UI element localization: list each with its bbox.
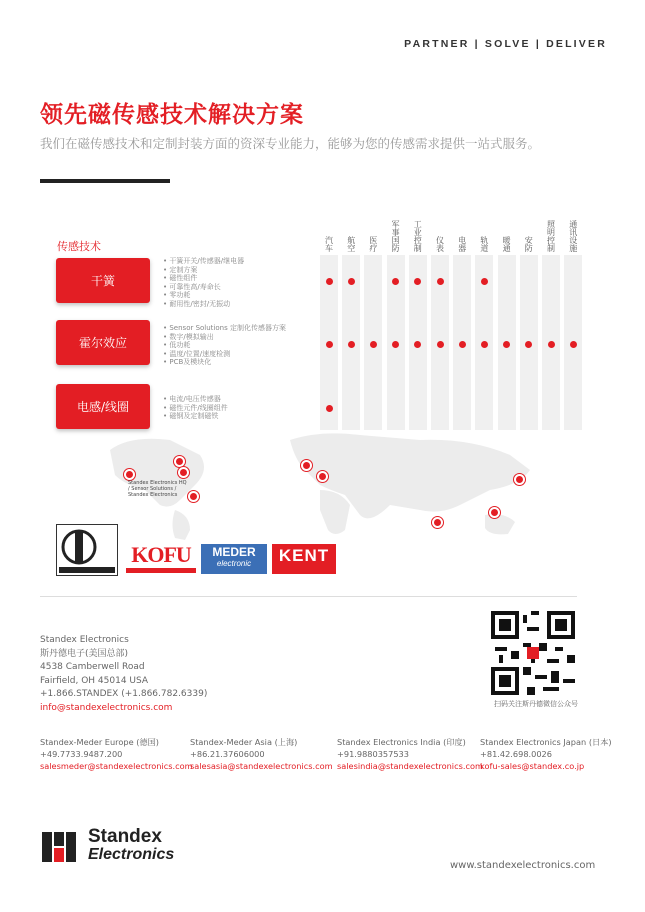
sensor-solutions-logo <box>56 524 118 576</box>
matrix-column-header: 电器 <box>457 236 467 252</box>
matrix-dot <box>437 278 444 285</box>
matrix-dot <box>481 278 488 285</box>
list-item: • 可靠性高/寿命长 <box>163 283 244 292</box>
matrix-dot <box>548 341 555 348</box>
page-title: 领先磁传感技术解决方案 <box>40 102 304 128</box>
matrix-dot <box>481 341 488 348</box>
hq-contact <box>40 634 207 715</box>
list-item: • 温度/位置/速度检测 <box>163 350 286 359</box>
matrix-dot <box>326 341 333 348</box>
tech-reed: 干簧 <box>56 258 150 303</box>
hq-line: Fairfield, OH 45014 USA <box>40 675 149 686</box>
list-item: • 电流/电压传感器 <box>163 395 228 404</box>
list-item: • 低功耗 <box>163 341 286 350</box>
location-pin <box>301 460 312 471</box>
location-pin <box>432 517 443 528</box>
hq-line: 斯丹德电子(美国总部) <box>40 648 129 659</box>
office-name: Standex-Meder Asia (上海) <box>190 737 298 747</box>
section-divider <box>40 596 577 597</box>
hq-line: +1.866.STANDEX (+1.866.782.6339) <box>40 689 208 699</box>
location-pin <box>317 471 328 482</box>
tech-reed-bullets <box>163 257 244 309</box>
office-india <box>337 737 483 772</box>
matrix-dot <box>503 341 510 348</box>
tech-inductive: 电感/线圈 <box>56 384 150 429</box>
matrix-column-header: 轨道 <box>479 236 489 252</box>
hq-email-link[interactable]: info@standexelectronics.com <box>40 702 173 713</box>
list-item: • 磁钢及定制磁铁 <box>163 412 228 421</box>
meder-logo <box>201 544 267 574</box>
tech-hall-bullets <box>163 324 286 367</box>
list-item: • PCB及模块化 <box>163 358 286 367</box>
tech-inductive-bullets <box>163 395 228 421</box>
matrix-section-label: 传感技术 <box>57 240 101 253</box>
kent-wordmark: KENT <box>278 546 330 565</box>
standex-mark-icon <box>40 826 80 866</box>
meder-subword: electronic <box>216 559 252 568</box>
office-name: Standex Electronics Japan (日本) <box>480 737 612 747</box>
matrix-column-header: 照明控制 <box>546 220 556 252</box>
matrix-dot <box>414 341 421 348</box>
location-pin <box>178 467 189 478</box>
matrix-dot <box>348 278 355 285</box>
matrix-dot <box>414 278 421 285</box>
office-phone: +49.7733.9487.200 <box>40 748 123 759</box>
office-phone: +81.42.698.0026 <box>480 748 552 759</box>
location-pin <box>514 474 525 485</box>
map-note: Standex Electronics HQ / Sensor Solutions / Standex Electronics <box>128 480 187 498</box>
matrix-dot <box>348 341 355 348</box>
kofu-wordmark: KOFU <box>131 542 191 567</box>
website-link[interactable]: www.standexelectronics.com <box>450 860 596 871</box>
office-email-link[interactable]: salesasia@standexelectronics.com <box>190 760 333 771</box>
brand-line2: Electronics <box>88 846 175 863</box>
hq-line: 4538 Camberwell Road <box>40 662 145 672</box>
matrix-column-header: 军事国防 <box>391 220 401 252</box>
standex-logo <box>40 826 174 866</box>
tech-hall: 霍尔效应 <box>56 320 150 365</box>
list-item: • Sensor Solutions 定制化传感器方案 <box>163 324 286 333</box>
matrix-column-header: 汽车 <box>324 236 334 252</box>
list-item: • 干簧开关/传感器/继电器 <box>163 257 244 266</box>
matrix-dot <box>525 341 532 348</box>
matrix-dot <box>570 341 577 348</box>
matrix-dot <box>392 278 399 285</box>
matrix-column-header: 安防 <box>524 236 534 252</box>
title-rule <box>40 179 170 183</box>
location-pin <box>174 456 185 467</box>
matrix-column-header: 航空 <box>346 236 356 252</box>
matrix-column-header: 医疗 <box>368 236 378 252</box>
list-item: • 定制方案 <box>163 266 244 275</box>
kofu-logo <box>126 544 196 574</box>
office-phone: +91.9880357533 <box>337 748 409 759</box>
list-item: • 磁性元件/线圈组件 <box>163 404 228 413</box>
brand-line1: Standex <box>88 826 162 847</box>
location-pin <box>188 491 199 502</box>
matrix-column-header: 通讯设施 <box>568 220 578 252</box>
list-item: • 数字/模拟输出 <box>163 333 286 342</box>
list-item: • 磁性组件 <box>163 274 244 283</box>
matrix-column-header: 工业控制 <box>413 220 423 252</box>
location-pin <box>489 507 500 518</box>
meder-wordmark: MEDER <box>212 545 256 559</box>
office-email-link[interactable]: salesmeder@standexelectronics.com <box>40 760 193 771</box>
office-phone: +86.21.37606000 <box>190 748 265 759</box>
matrix-column-header: 暖通 <box>502 236 512 252</box>
matrix-dot <box>326 405 333 412</box>
matrix-dot <box>326 278 333 285</box>
qr-caption: 扫码关注斯丹德微信公众号 <box>494 700 578 708</box>
office-europe <box>40 737 193 772</box>
office-email-link[interactable]: salesindia@standexelectronics.com <box>337 760 483 771</box>
sensor-solutions-mark <box>57 525 117 575</box>
matrix-dot <box>437 341 444 348</box>
list-item: • 零功耗 <box>163 291 244 300</box>
matrix-dot <box>392 341 399 348</box>
kent-logo <box>272 544 336 574</box>
tagline: PARTNER | SOLVE | DELIVER <box>404 38 607 50</box>
matrix-dot <box>459 341 466 348</box>
qr-code <box>491 611 575 695</box>
matrix-dot <box>370 341 377 348</box>
office-asia <box>190 737 333 772</box>
office-name: Standex-Meder Europe (德国) <box>40 737 159 747</box>
kofu-bar <box>126 568 196 573</box>
office-email-link[interactable]: kofu-sales@standex.co.jp <box>480 760 585 771</box>
location-pin <box>124 469 135 480</box>
office-japan <box>480 737 612 772</box>
hq-line: Standex Electronics <box>40 635 129 645</box>
matrix-column-header: 仪表 <box>435 236 445 252</box>
page-subtitle: 我们在磁传感技术和定制封装方面的资深专业能力，能够为您的传感需求提供一站式服务。 <box>40 136 541 151</box>
office-name: Standex Electronics India (印度) <box>337 737 466 747</box>
list-item: • 耐用性/密封/无振动 <box>163 300 244 309</box>
